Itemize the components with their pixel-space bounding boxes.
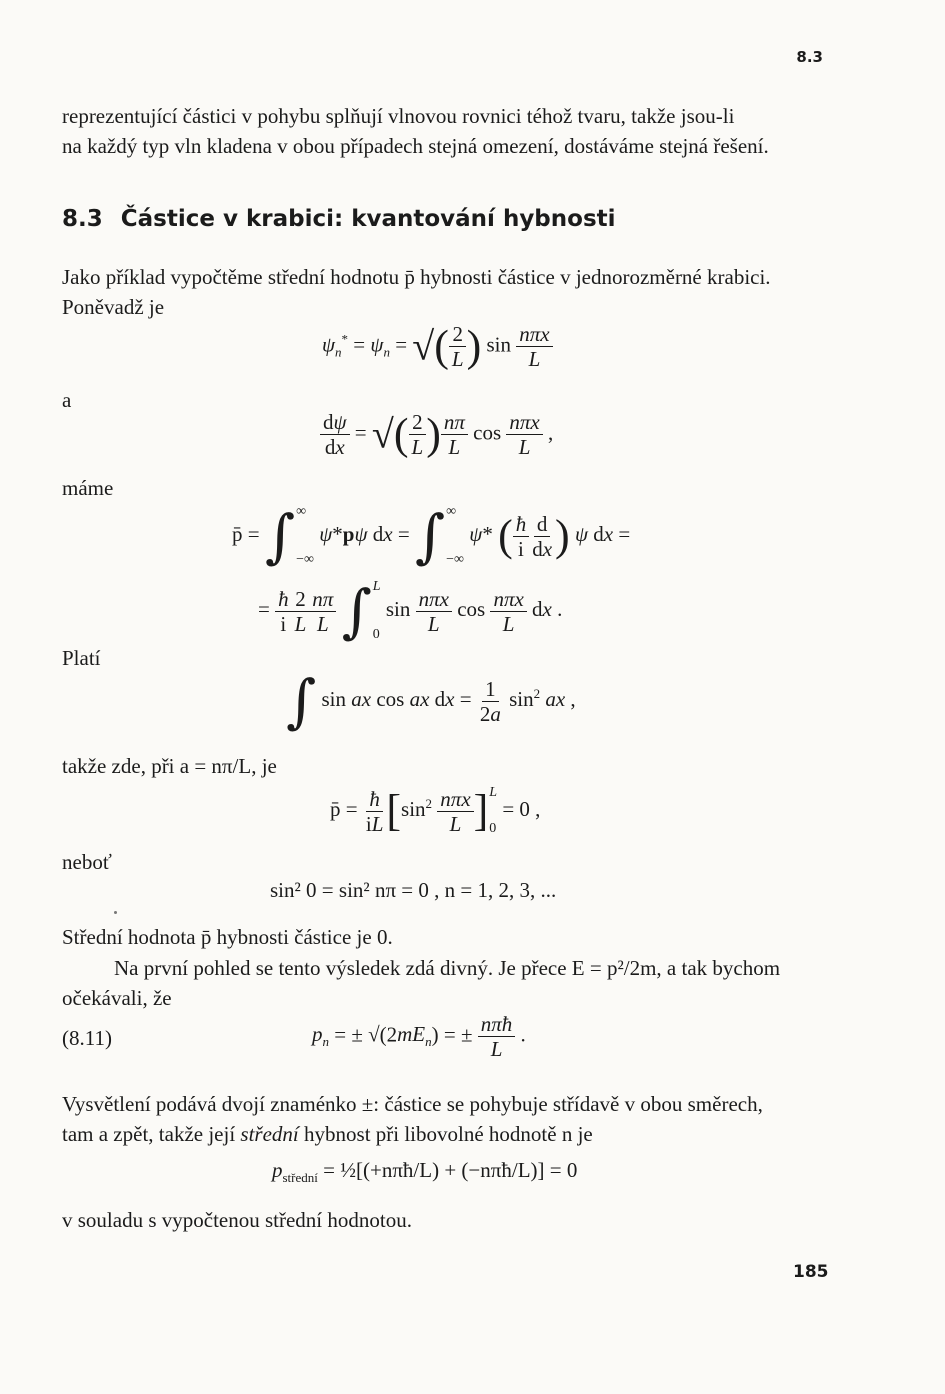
text-line: na každý typ vln kladena v obou případech stejná omezení, dostáváme stejná řešení.	[62, 134, 769, 158]
intro-paragraph	[62, 101, 830, 161]
connector-a: a	[62, 388, 72, 412]
equation-psi: $\psi_n^* = \psi_n$ = √( $\frac{2}{L}$ ) sin $\frac{\text{nπx}}{L}$	[322, 322, 553, 371]
section-number: 8.3	[62, 206, 103, 232]
text-line: v souladu s vypočtenou střední hodnotou.	[62, 1208, 412, 1232]
equation-p-bar-result: = $\frac{ħ}{i}$ $\frac{2}{L}$ $\frac{n\pi}{L}$ ∫ L 0 sin $\frac{\text{nπx}}{L}$ cos $\frac{\text{nπx}}{L}$ dx .	[258, 577, 563, 645]
connector-takze: takže zde, při a = nπ/L, je	[62, 754, 277, 778]
text-line: Jako příklad vypočtěme střední hodnotu p̄ hybnosti částice v jednorozměrné krabici.	[62, 265, 771, 289]
text-line: Střední hodnota p̄ hybnosti částice je 0.	[62, 925, 393, 949]
equation-dpsi-dx: $\frac{d\psi}{dx}$ = √( $\frac{2}{L}$ ) $\frac{n\pi}{L}$ cos $\frac{\text{nπx}}{L}$ ,	[320, 410, 553, 459]
text-line: Na první pohled se tento výsledek zdá divný. Je přece E = p²/2m, a tak bychom	[114, 956, 781, 980]
equation-8-11: $p_n$ = ± $√(2mE_n)$ = ± $\frac{\text{nπħ}}{L}$ .	[312, 1012, 526, 1061]
connector-plati: Platí	[62, 646, 101, 670]
text-line: reprezentující částici v pohybu splňují vlnovou rovnici téhož tvaru, takže jsou-li	[62, 104, 735, 128]
equation-integral-identity: ∫ sin ax cos ax dx = $\frac{1}{2a}$ $\sin^2$ ax ,	[286, 667, 576, 735]
paragraph-1	[62, 262, 830, 322]
sqrt-symbol: √	[412, 323, 435, 369]
paragraph-4	[62, 1089, 830, 1149]
section-title: Částice v krabici: kvantování hybnosti	[120, 206, 616, 232]
paragraph-3	[62, 953, 830, 1013]
text-line: tam a zpět, takže její střední hybnost při libovolné hodnotě n je	[62, 1122, 593, 1146]
equation-p-stredni: $p_{střední}$ = ½[(+nπħ/L) + (−nπħ/L)] = 0	[272, 1158, 578, 1186]
page-number: 185	[793, 1262, 829, 1282]
connector-mame: máme	[62, 476, 114, 500]
text-line: Poněvadž je	[62, 295, 165, 319]
section-heading	[62, 206, 616, 232]
speck-mark	[114, 911, 117, 914]
emphasis-stredni: střední	[240, 1122, 299, 1146]
paragraph-5	[62, 1205, 830, 1235]
equation-sin-squared: sin² 0 = sin² nπ = 0 , n = 1, 2, 3, ...	[270, 878, 557, 902]
text-line: očekávali, že	[62, 986, 172, 1010]
equation-label: (8.11)	[62, 1026, 112, 1050]
equation-p-bar-integral: p̄ = ∫ ∞ −∞ ψ*pψ dx = ∫ ∞ −∞ ψ* ( $\frac{ħ}{i}$ $\frac{d}{dx}$ ) ψ dx =	[232, 502, 631, 570]
connector-nebot: neboť	[62, 850, 112, 874]
paragraph-2	[62, 922, 830, 952]
text-line: Vysvětlení podává dvojí znaménko ±: částice se pohybuje střídavě v obou směrech,	[62, 1092, 763, 1116]
sqrt-symbol: √	[371, 411, 394, 457]
running-head-section: 8.3	[796, 48, 823, 66]
equation-p-bar-bracket: p̄ = $\frac{ħ}{iL}$ [$\sin^2$ $\frac{\text{nπx}}{L}$ ] L 0 = 0 ,	[330, 785, 541, 836]
